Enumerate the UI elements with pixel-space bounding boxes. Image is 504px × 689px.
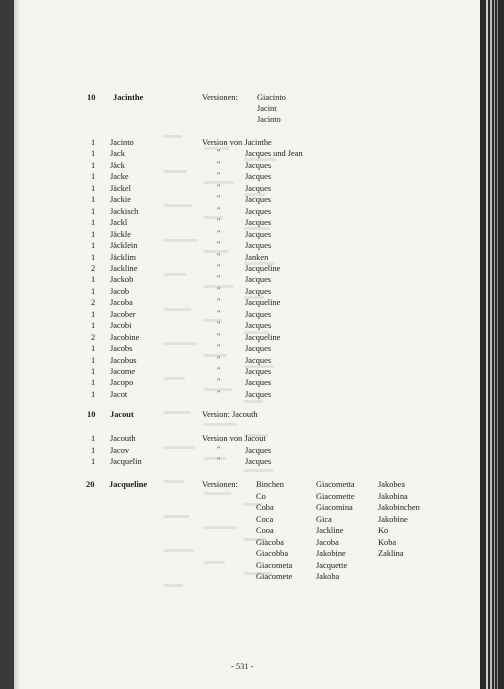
entry-name: Jacob: [110, 286, 130, 296]
entry-count: 1: [91, 321, 96, 331]
entry-count: 1: [91, 160, 96, 170]
entry-target: Jacques: [245, 355, 272, 365]
entry-target: Jacques: [245, 241, 272, 251]
entry-name: Jackline: [110, 263, 138, 273]
entry-name: Jacoba: [110, 298, 133, 308]
entry-count: 2: [91, 332, 96, 342]
ditto-mark: ": [217, 148, 221, 158]
entry-target: Jacques: [245, 321, 272, 331]
versions-label: Versionen:: [202, 93, 238, 102]
ditto-mark: ": [217, 182, 221, 192]
ditto-mark: ": [217, 194, 221, 204]
version-item: Jakobinchen: [378, 503, 420, 512]
ditto-mark: ": [217, 240, 221, 250]
page-edge-line: [497, 0, 498, 689]
entry-target: Jacques: [245, 183, 272, 193]
ditto-mark: ": [217, 274, 221, 284]
version-line: Version: Jacouth: [202, 410, 258, 419]
bleed-through-mark: [164, 480, 184, 483]
entry-target: Jacques: [245, 206, 272, 216]
entry-count: 1: [91, 218, 96, 228]
page-edge-stack: [480, 0, 504, 689]
bleed-through-mark: [164, 515, 189, 518]
entry-target: Jacques: [245, 378, 272, 388]
ditto-mark: ": [217, 354, 221, 364]
bleed-through-mark: [204, 457, 226, 460]
entry-target: Jacques: [245, 229, 272, 239]
section-name: Jacqueline: [109, 480, 148, 489]
section-number: 10: [87, 410, 96, 419]
entry-target: Jacques: [245, 389, 272, 399]
version-item: Giacomete: [256, 572, 293, 581]
entry-count: 1: [91, 275, 96, 285]
entry-count: 1: [91, 241, 96, 251]
entry-name: Jacober: [110, 309, 136, 319]
ditto-mark: ": [217, 456, 221, 465]
page-number: - 531 -: [231, 662, 254, 671]
version-item: Binchen: [256, 480, 284, 489]
entry-target: Jacques: [245, 195, 272, 205]
entry-target: Janken: [245, 252, 269, 262]
entry-name: Jacquelin: [110, 457, 142, 466]
entry-name: Jacot: [110, 389, 128, 399]
section-number: 10: [87, 93, 96, 102]
entry-target: Jacques: [245, 457, 272, 466]
ditto-mark: ": [217, 297, 221, 307]
bleed-through-mark: [204, 492, 231, 495]
versions-label: Versionen:: [202, 480, 238, 489]
version-of-label: Version von Jacout: [202, 434, 266, 443]
entry-count: 1: [91, 172, 96, 182]
entry-target: Jacques: [245, 367, 272, 376]
bleed-through-mark: [164, 204, 192, 207]
entry-name: Jacobi: [110, 321, 132, 331]
entry-count: 1: [91, 309, 96, 319]
entry-count: 1: [91, 367, 96, 376]
entry-name: Jäck: [110, 160, 125, 170]
entry-target: Jacques: [245, 218, 272, 228]
entry-count: 1: [91, 195, 96, 205]
section-name: Jacout: [110, 410, 134, 419]
ditto-mark: ": [217, 228, 221, 238]
version-item: Giacomette: [316, 491, 355, 501]
page-edge-line: [494, 0, 495, 689]
version-item: Jakobine: [316, 549, 346, 558]
bleed-through-mark: [164, 135, 182, 138]
entry-name: Jäckel: [110, 183, 131, 193]
ditto-mark: ": [217, 285, 221, 295]
entry-name: Jackisch: [110, 206, 139, 216]
entry-count: 1: [91, 378, 96, 388]
binding-shadow: [14, 0, 20, 689]
entry-name: Jackob: [110, 275, 134, 285]
ditto-mark: ": [217, 217, 221, 227]
bleed-through-mark: [164, 273, 186, 276]
bleed-through-mark: [244, 469, 273, 472]
entry-target: Jacques: [245, 172, 272, 182]
version-item: Jacinto: [257, 115, 281, 124]
entry-name: Jacopo: [110, 378, 134, 388]
version-item: Giacinto: [257, 93, 286, 102]
bleed-through-mark: [164, 446, 195, 449]
page-edge-line: [490, 0, 492, 689]
version-item: Cooa: [256, 526, 274, 535]
entry-count: 1: [91, 229, 96, 239]
entry-name: Jacome: [110, 367, 136, 376]
bleed-through-mark: [164, 170, 187, 173]
entry-target: Jacques: [245, 445, 272, 455]
version-item: Jakobea: [378, 480, 405, 489]
entry-count: 1: [91, 149, 96, 159]
version-item: Jakobina: [378, 491, 408, 501]
version-item: Gica: [316, 514, 332, 524]
version-item: Giacomina: [316, 503, 353, 512]
bleed-through-mark: [164, 549, 194, 552]
version-item: Ko: [378, 526, 389, 535]
version-item: Giacometa: [256, 560, 293, 570]
entry-count: 1: [91, 389, 96, 399]
version-item: Giacobba: [256, 549, 289, 558]
version-item: Jakobine: [378, 514, 408, 524]
ditto-mark: ": [217, 343, 221, 353]
entry-count: 1: [91, 206, 96, 216]
bleed-through-mark: [244, 400, 263, 403]
entry-name: Jacobus: [110, 355, 137, 365]
section-number: 20: [86, 480, 95, 489]
entry-count: 1: [91, 355, 96, 365]
version-item: Jacoba: [316, 537, 339, 547]
ditto-mark: ": [217, 366, 221, 375]
entry-target: Jacques: [245, 160, 272, 170]
entry-target: Jacques: [245, 309, 272, 319]
ditto-mark: ": [217, 444, 221, 454]
entry-name: Jacov: [110, 445, 130, 455]
ditto-mark: ": [217, 331, 221, 341]
bleed-through-mark: [164, 342, 196, 345]
entry-count: 1: [91, 445, 96, 455]
entry-name: Jäckle: [110, 229, 131, 239]
entry-target: Jacques: [245, 286, 272, 296]
entry-count: 2: [91, 298, 96, 308]
entry-name: Jäcklein: [110, 241, 138, 251]
version-item: Coca: [256, 514, 274, 524]
version-item: Jacint: [257, 104, 277, 113]
bleed-through-mark: [204, 250, 228, 253]
bleed-through-mark: [204, 561, 225, 564]
ditto-mark: ": [217, 388, 221, 398]
version-item: Giacometta: [316, 480, 355, 489]
entry-target: Jacqueline: [245, 332, 281, 342]
ditto-mark: ": [217, 320, 221, 330]
bleed-through-mark: [164, 308, 191, 311]
version-item: Jacquette: [316, 560, 348, 570]
entry-count: 1: [91, 138, 96, 147]
entry-count: 1: [91, 434, 96, 443]
entry-count: 1: [91, 183, 96, 193]
version-item: Jackline: [316, 526, 344, 535]
entry-target: Jacqueline: [245, 298, 281, 308]
version-item: Koba: [378, 537, 397, 547]
entry-name: Jacobs: [110, 344, 133, 354]
version-item: Coba: [256, 503, 274, 512]
entry-target: Jacques: [245, 275, 272, 285]
ditto-mark: ": [217, 308, 221, 318]
entry-count: 1: [91, 252, 96, 262]
bleed-through-mark: [204, 354, 227, 357]
entry-name: Jäcklim: [110, 252, 137, 262]
ditto-mark: ": [217, 171, 221, 181]
version-item: Zaklina: [378, 549, 404, 558]
entry-count: 1: [91, 286, 96, 296]
entry-target: Jacqueline: [245, 263, 281, 273]
bleed-through-mark: [164, 377, 185, 380]
ditto-mark: ": [217, 377, 221, 387]
ditto-mark: ": [217, 159, 221, 169]
entry-name: Jack: [110, 149, 125, 159]
ditto-mark: ": [217, 262, 221, 272]
entry-target: Jacques: [245, 344, 272, 354]
bleed-through-mark: [164, 239, 197, 242]
version-item: Jakoba: [316, 572, 340, 581]
entry-name: Jacinto: [110, 138, 134, 147]
bleed-through-mark: [204, 526, 236, 529]
entry-name: Jackl: [110, 218, 128, 228]
entry-name: Jackie: [110, 195, 131, 205]
entry-name: Jacouth: [110, 434, 136, 443]
entry-count: 1: [91, 457, 96, 466]
bleed-through-mark: [164, 584, 183, 587]
entry-count: 1: [91, 344, 96, 354]
entry-name: Jacobine: [110, 332, 140, 342]
page-edge-line: [486, 0, 488, 689]
bleed-through-mark: [164, 411, 190, 414]
entry-name: Jacke: [110, 172, 129, 182]
version-of-label: Version von Jacinthe: [202, 138, 272, 147]
version-item: Giacoba: [256, 537, 284, 547]
entry-count: 2: [91, 263, 96, 273]
version-item: Co: [256, 491, 266, 501]
bleed-through-mark: [204, 423, 237, 426]
ditto-mark: ": [217, 205, 221, 215]
section-name: Jacinthe: [113, 93, 144, 102]
ditto-mark: ": [217, 251, 221, 261]
entry-target: Jacques und Jean: [245, 149, 303, 159]
